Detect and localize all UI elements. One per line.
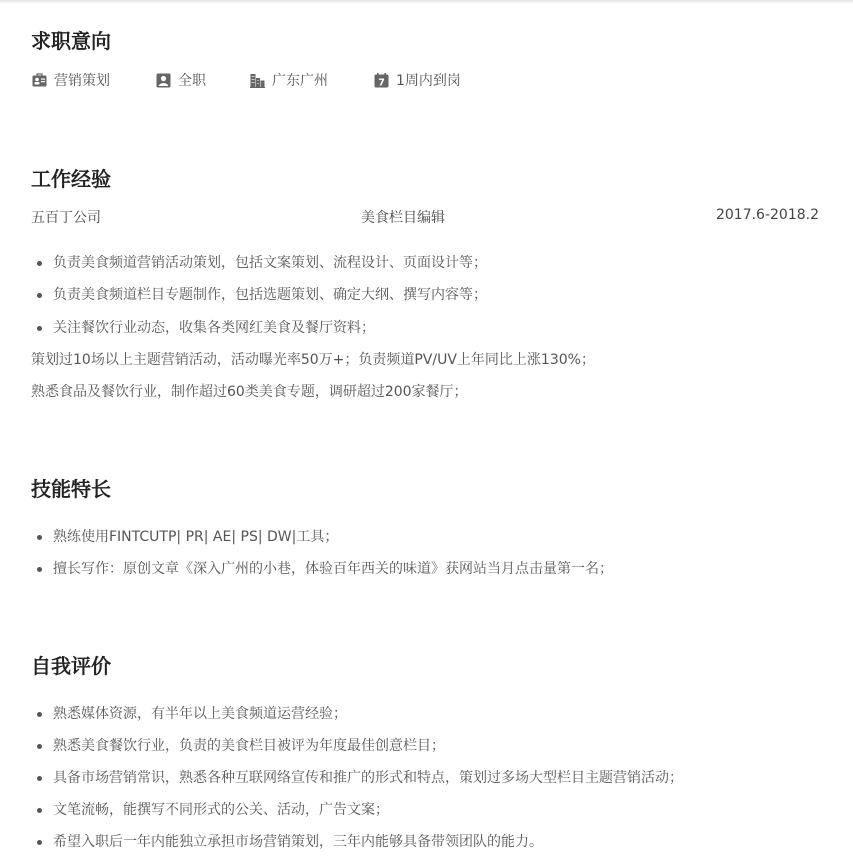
intent-item-position — [32, 70, 156, 90]
intent-item-availability — [374, 70, 461, 90]
work-company: 五百丁公司 — [31, 210, 101, 226]
calendar-icon-number: 7 — [378, 76, 385, 88]
evaluation-bullet: 熟悉美食餐饮行业，负责的美食栏目被评为年度最佳创意栏目； — [37, 736, 445, 756]
intent-position-label: 营销策划 — [54, 73, 110, 89]
evaluation-bullet: 具备市场营销常识，熟悉各种互联网络宣传和推广的形式和特点，策划过多场大型栏目主题营销活动； — [37, 768, 683, 788]
intent-location-label: 广东广州 — [272, 73, 328, 89]
evaluation-bullet: 熟悉媒体资源，有半年以上美食频道运营经验； — [37, 704, 347, 724]
work-bullet: 负责美食频道栏目专题制作，包括选题策划、确定大纲、撰写内容等； — [37, 285, 487, 305]
work-entry-header — [31, 207, 819, 227]
evaluation-bullet: 文笔流畅，能撰写不同形式的公关、活动，广告文案； — [37, 800, 389, 820]
section-title-work-experience: 工作经验 — [31, 167, 111, 191]
intent-item-location — [250, 70, 374, 90]
top-shadow — [0, 0, 853, 4]
city-buildings-icon — [250, 73, 265, 88]
section-title-skills: 技能特长 — [31, 477, 111, 501]
section-title-job-intention: 求职意向 — [31, 29, 111, 53]
work-period: 2017.6-2018.2 — [715, 207, 819, 223]
skill-bullet: 擅长写作：原创文章《深入广州的小巷，体验百年西关的味道》获网站当月点击量第一名； — [37, 559, 613, 579]
work-bullet: 关注餐饮行业动态，收集各类网红美食及餐厅资料； — [37, 318, 375, 338]
work-achievement: 熟悉食品及餐饮行业，制作超过60类美食专题，调研超过200家餐厅； — [31, 384, 468, 400]
job-intention-row — [32, 70, 461, 90]
calendar-icon — [374, 73, 389, 88]
person-card-icon — [156, 73, 171, 88]
work-achievement: 策划过10场以上主题营销活动，活动曝光率50万+；负责频道PV/UV上年同比上涨130%； — [31, 352, 595, 368]
evaluation-bullet: 希望入职后一年内能独立承担市场营销策划，三年内能够具备带领团队的能力。 — [37, 832, 543, 852]
intent-availability-label: 1周内到岗 — [396, 73, 461, 89]
work-position: 美食栏目编辑 — [361, 210, 445, 226]
intent-item-type — [156, 70, 250, 90]
intent-type-label: 全职 — [178, 73, 206, 89]
work-bullet: 负责美食频道营销活动策划，包括文案策划、流程设计、页面设计等； — [37, 253, 487, 273]
briefcase-icon — [32, 73, 47, 88]
section-title-self-evaluation: 自我评价 — [31, 654, 111, 678]
skill-bullet: 熟练使用FINTCUTP| PR| AE| PS| DW|工具； — [37, 527, 338, 547]
